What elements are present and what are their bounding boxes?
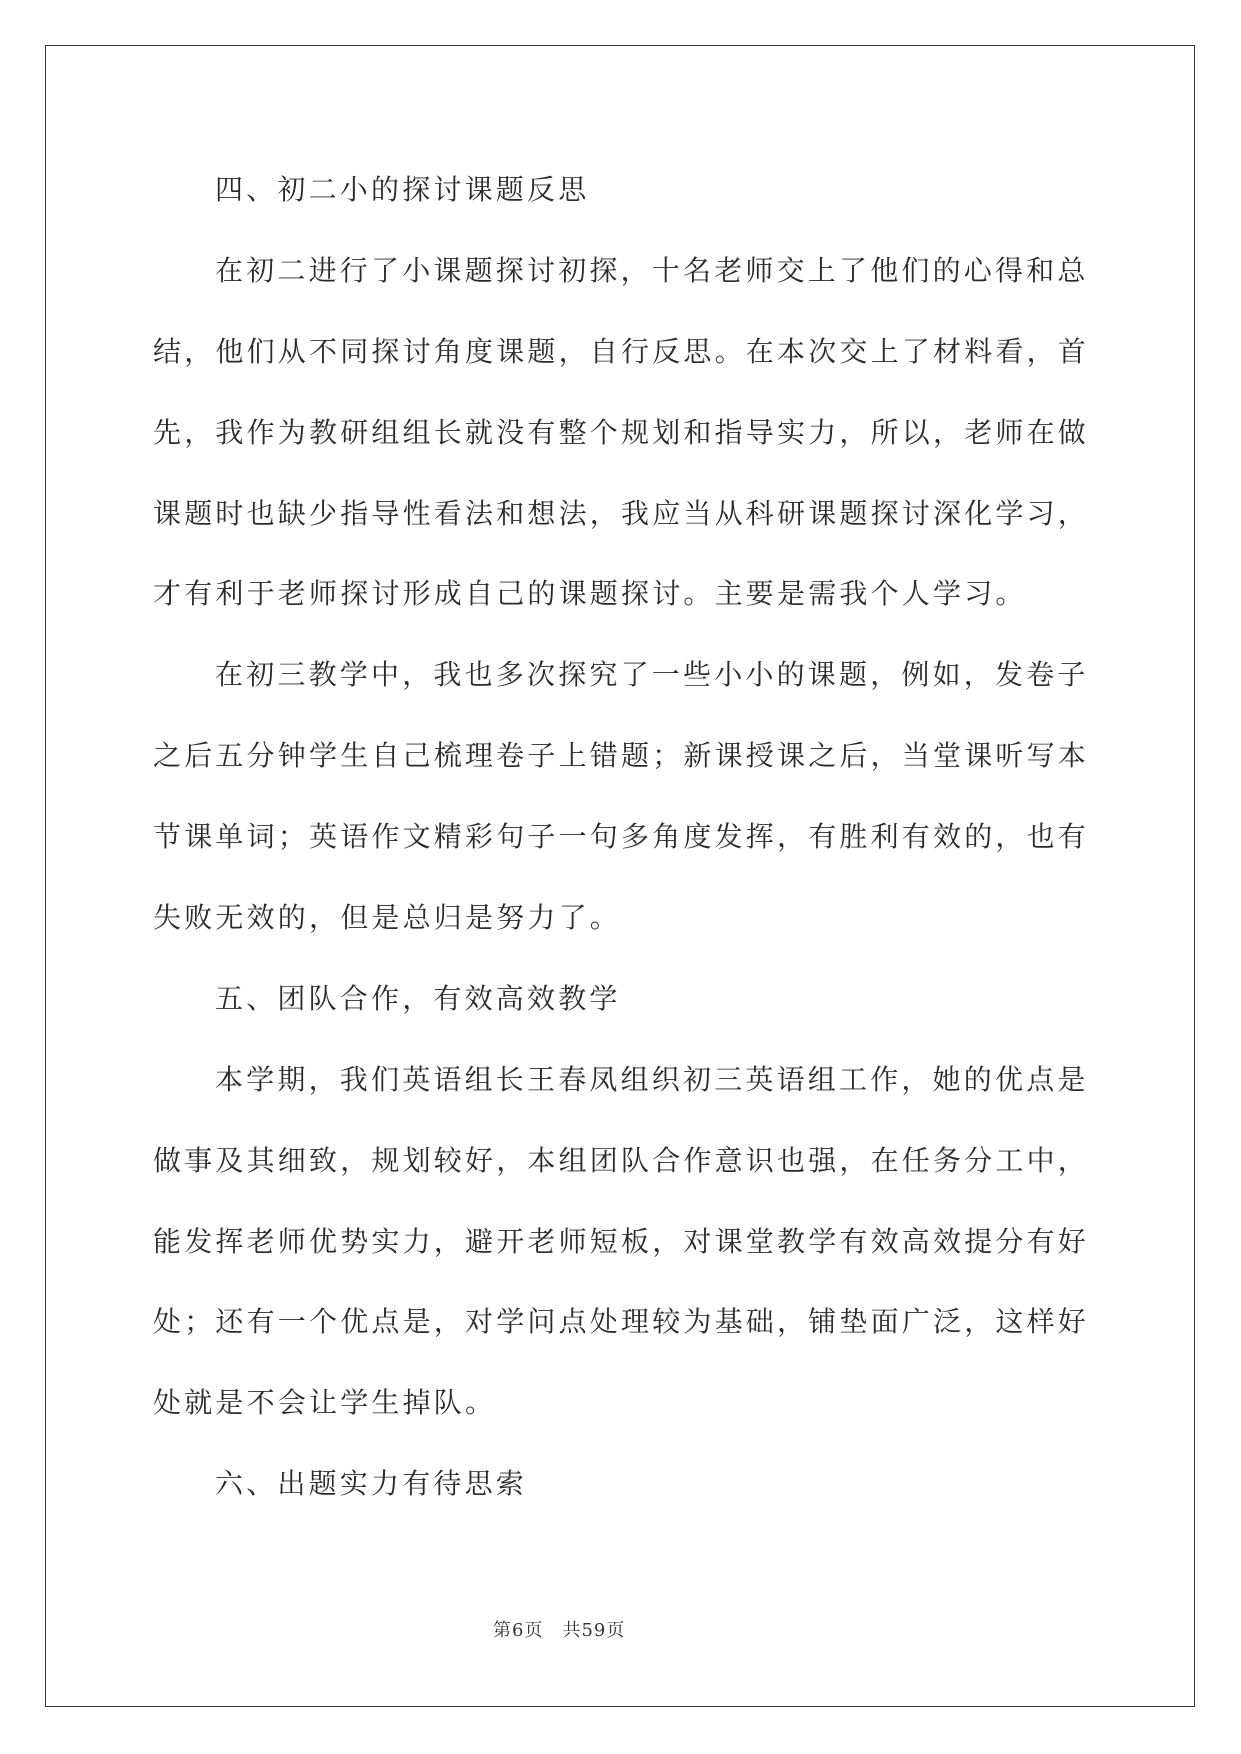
- paragraph-line: 本学期，我们英语组长王春凤组织初三英语组工作，她的优点是: [215, 1062, 1089, 1096]
- document-body: [153, 150, 1098, 1525]
- paragraph-line: 课题时也缺少指导性看法和想法，我应当从科研课题探讨深化学习，: [153, 496, 1090, 530]
- paragraph-line: 在初二进行了小课题探讨初探，十名老师交上了他们的心得和总: [215, 253, 1089, 287]
- paragraph-line: 处；还有一个优点是，对学问点处理较为基础，铺垫面广泛，这样好: [153, 1305, 1090, 1339]
- heading-line: 四、初二小的探讨课题反思: [215, 173, 590, 206]
- heading-line: 六、出题实力有待思索: [215, 1467, 528, 1501]
- heading-line: 五、团队合作，有效高效教学: [215, 981, 621, 1015]
- paragraph: [153, 1040, 1098, 1444]
- section-heading: [153, 959, 1098, 1040]
- section-heading: [153, 1444, 1098, 1525]
- paragraph: [153, 635, 1098, 959]
- paragraph-line: 先，我作为教研组组长就没有整个规划和指导实力，所以，老师在做: [153, 415, 1090, 449]
- paragraph-line: 失败无效的，但是总归是努力了。: [153, 901, 622, 935]
- paragraph-line: 结，他们从不同探讨角度课题，自行反思。在本次交上了材料看，首: [153, 334, 1090, 368]
- paragraph-line: 能发挥老师优势实力，避开老师短板，对课堂教学有效高效提分有好: [153, 1224, 1090, 1258]
- paragraph-line: 在初三教学中，我也多次探究了一些小小的课题，例如，发卷子: [215, 658, 1089, 692]
- paragraph: [153, 231, 1098, 635]
- page-number-footer: 第6页 共59页: [493, 1620, 626, 1641]
- section-heading: [153, 150, 1098, 231]
- paragraph-line: 处就是不会让学生掉队。: [153, 1386, 497, 1420]
- paragraph-line: 节课单词；英语作文精彩句子一句多角度发挥，有胜利有效的，也有: [153, 820, 1090, 854]
- paragraph-line: 之后五分钟学生自己梳理卷子上错题；新课授课之后，当堂课听写本: [153, 739, 1090, 773]
- paragraph-line: 做事及其细致，规划较好，本组团队合作意识也强，在任务分工中，: [153, 1143, 1090, 1177]
- paragraph-line: 才有利于老师探讨形成自己的课题探讨。主要是需我个人学习。: [153, 577, 1027, 611]
